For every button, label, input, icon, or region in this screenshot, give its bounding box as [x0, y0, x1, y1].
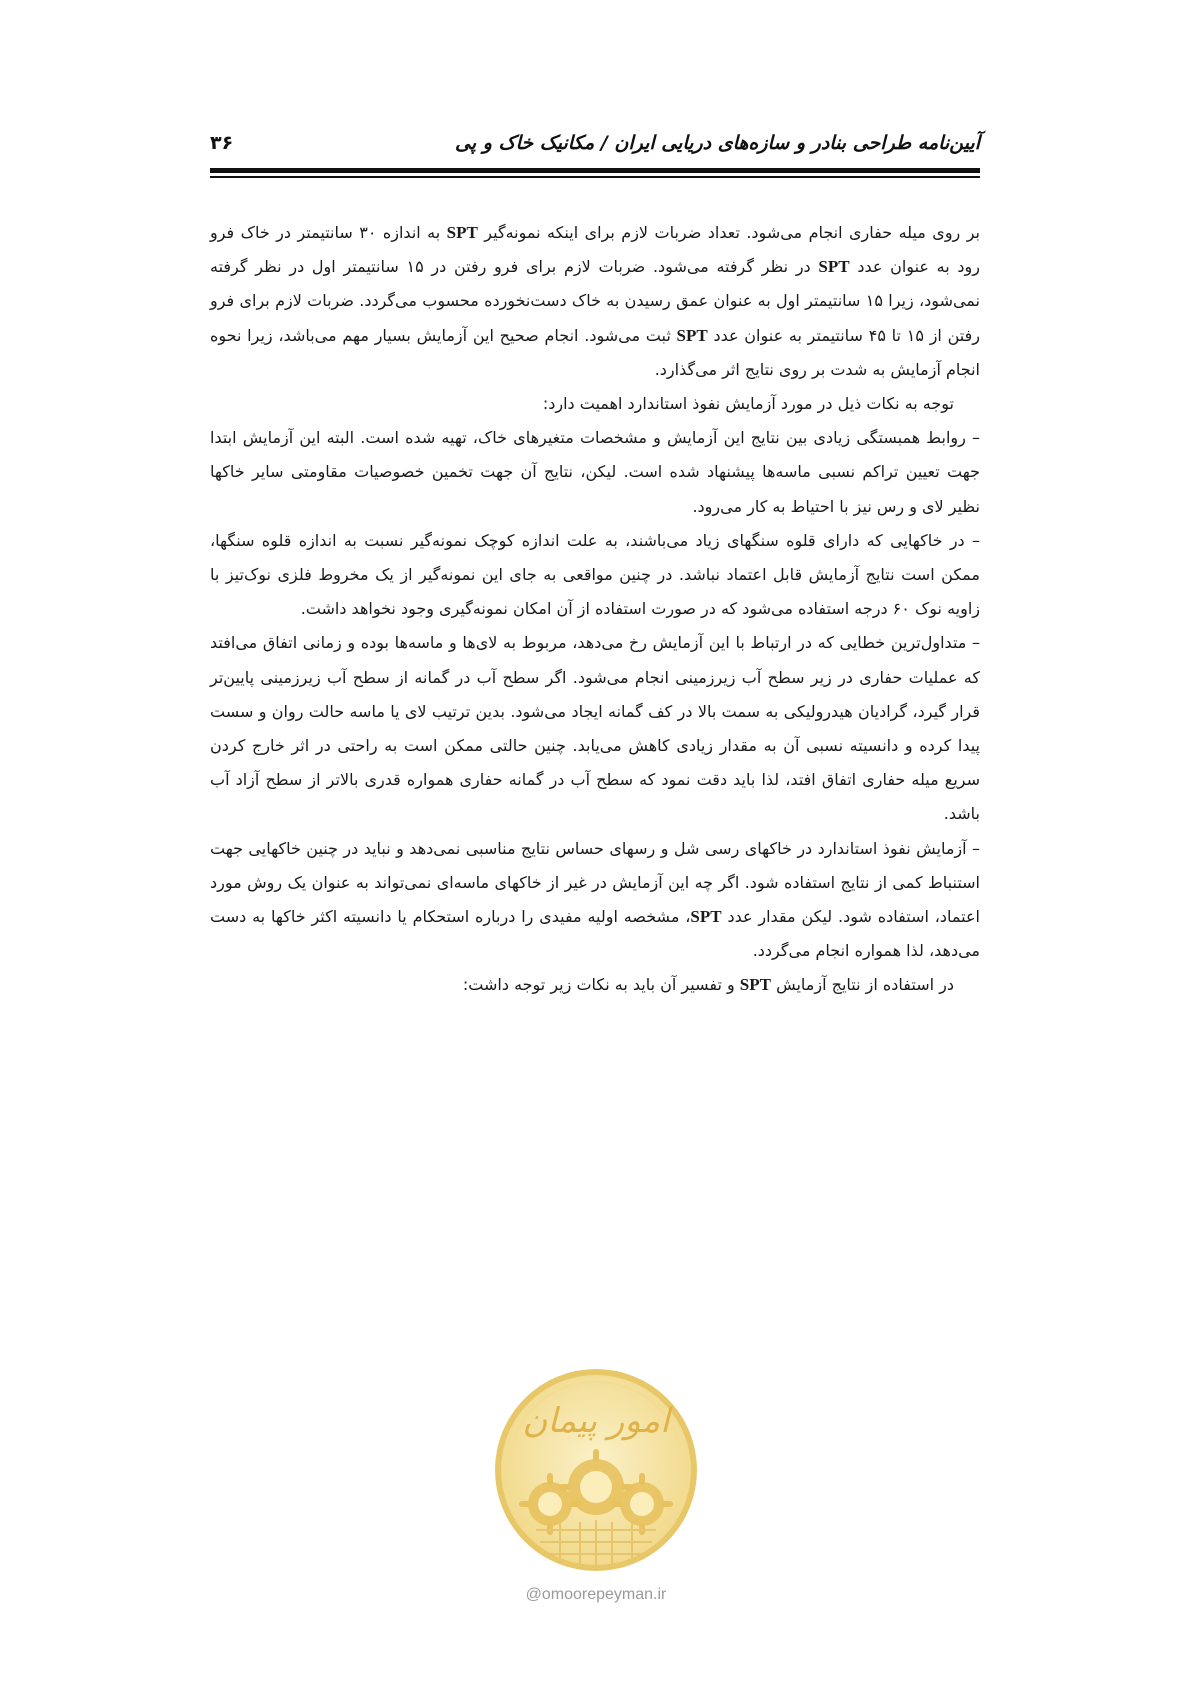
page-header: [210, 132, 980, 166]
spt-term: SPT: [676, 325, 708, 345]
page-number: ۳۶: [210, 132, 234, 154]
paragraph-2: توجه به نکات ذیل در مورد آزمایش نفوذ استاندارد اهمیت دارد:: [542, 394, 954, 414]
paragraph-4: – در خاکهایی که دارای قلوه سنگهای زیاد می‌باشند، به علت اندازه کوچک نمونه‌گیر نسبت به اندازه قلوه سنگها، ممکن است نتایج آزمایش قابل اعتماد نباشد. در چنین مواقعی به جای این نمونه‌گیر از یک مخروط فلزی نوک‌تیز با زاویه نوک ۶۰ درجه استفاده می‌شود که در صورت استفاده از آن امکان نمونه‌گیری وجود نخواهد داشت.: [210, 530, 980, 619]
watermark-url: @omoorepeyman.ir: [525, 1586, 667, 1603]
body-text: [210, 216, 980, 1003]
running-title: آیین‌نامه طراحی بنادر و سازه‌های دریایی ایران / مکانیک خاک و پی: [455, 132, 980, 154]
spt-term: SPT: [739, 975, 771, 995]
spt-term: SPT: [818, 257, 850, 277]
paragraph-3: – روابط همبستگی زیادی بین نتایج این آزمایش و مشخصات متغیرهای خاک، تهیه شده است. البته این آزمایش ابتدا جهت تعیین تراکم نسبی ماسه‌ها پیشنهاد شده است. لیکن، نتایج آن جهت تخمین خصوصیات مقاومتی سایر خاکها نظیر لای و رس نیز با احتیاط به کار می‌رود.: [210, 428, 980, 516]
spt-term: SPT: [446, 223, 478, 242]
paragraph-6: – آزمایش نفوذ استاندارد در خاکهای رسی شل و رسهای حساس نتایج مناسبی نمی‌دهد و نباید در چنین خاکهایی جهت استنباط کمی از نتایج استفاده شود. اگر چه این آزمایش در غیر از خاکهای ماسه‌ای نمی‌تواند به عنوان یک روش مورد اعتماد، استفاده شود. لیکن مقدار عدد SPT، مشخصه اولیه مفیدی را درباره استحکام یا دانسیته اکثر خاکها به دست می‌دهد، لذا همواره انجام می‌گردد.: [210, 838, 980, 961]
spt-term: SPT: [690, 907, 722, 927]
header-rule-thick: [210, 168, 980, 173]
header-rule-thin: [210, 176, 980, 178]
paragraph-7: در استفاده از نتایج آزمایش SPT و تفسیر آن باید به نکات زیر توجه داشت:: [462, 975, 954, 995]
paragraph-1: بر روی میله حفاری انجام می‌شود. تعداد ضربات لازم برای اینکه نمونه‌گیر SPT به اندازه ۳۰ سانتیمتر در خاک فرو رود به عنوان عدد SPT در نظر گرفته می‌شود. ضربات لازم برای فرو رفتن در ۱۵ سانتیمتر اول در نظر گرفته نمی‌شود، زیرا ۱۵ سانتیمتر اول به عنوان عمق رسیدن به خاک دست‌نخورده محسوب می‌گردد. ضربات لازم برای فرو رفتن از ۱۵ تا ۴۵ سانتیمتر به عنوان عدد SPT ثبت می‌شود. انجام صحیح این آزمایش بسیار مهم می‌باشد، زیرا نحوه انجام آزمایش به شدت بر روی نتایج اثر می‌گذارد.: [210, 223, 981, 379]
paragraph-5: – متداول‌ترین خطایی که در ارتباط با این آزمایش رخ می‌دهد، مربوط به لای‌ها و ماسه‌ها بوده و زمانی اتفاق می‌افتد که عملیات حفاری در زیر سطح آب زیرزمینی انجام می‌شود. اگر سطح آب در گمانه از سطح آب زیرزمینی پایین‌تر قرار گیرد، گرادیان هیدرولیکی به سمت بالا در کف گمانه ایجاد می‌شود. بدین ترتیب لای یا ماسه حالت روان و سست پیدا کرده و دانسیته نسبی آن به مقدار زیادی کاهش می‌یابد. چنین حالتی ممکن است به راحتی در اثر خارج کردن سریع میله حفاری اتفاق افتد، لذا باید دقت نمود که سطح آب در گمانه حفاری همواره قدری بالاتر از سطح آزاد آب باشد.: [210, 633, 980, 824]
watermark: [490, 1362, 702, 1652]
watermark-logo-icon: [490, 1362, 702, 1582]
watermark-logo-text: امور پیمان: [522, 1401, 670, 1441]
